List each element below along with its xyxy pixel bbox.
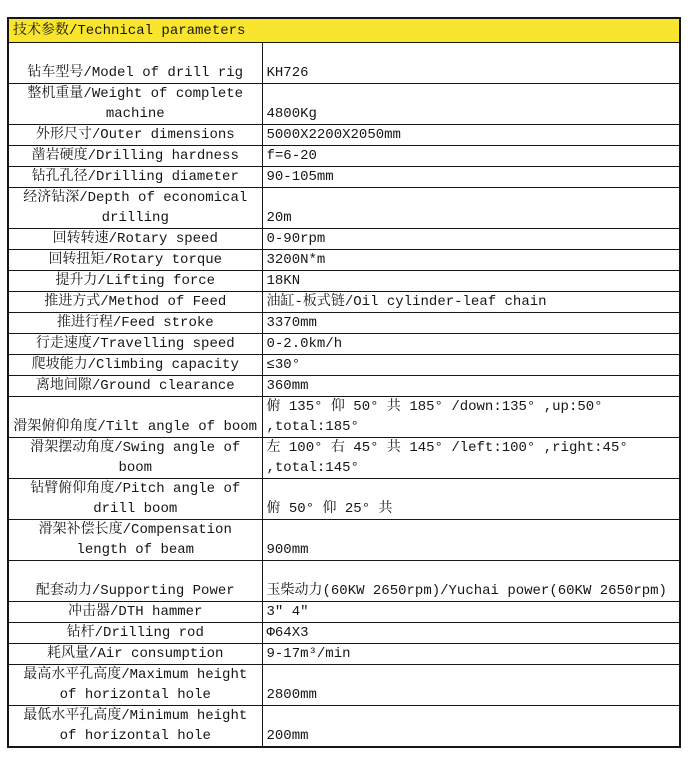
table-body [8, 43, 680, 748]
param-value: 0-2.0km/h [262, 334, 680, 355]
param-value: 2800mm [262, 665, 680, 706]
param-label: 冲击器/DTH hammer [8, 602, 262, 623]
param-value: 0-90rpm [262, 229, 680, 250]
param-value: ≤30° [262, 355, 680, 376]
param-value: 18KN [262, 271, 680, 292]
table-row [8, 376, 680, 397]
param-label: 整机重量/Weight of complete machine [8, 84, 262, 125]
param-value: 3370mm [262, 313, 680, 334]
param-value: 俯 135° 仰 50° 共 185° /down:135° ,up:50° ,total:185° [262, 397, 680, 438]
param-label: 滑架补偿长度/Compensation length of beam [8, 520, 262, 561]
param-value: 俯 50° 仰 25° 共 [262, 479, 680, 520]
table-row [8, 84, 680, 125]
table-row [8, 43, 680, 84]
param-value: 3″ 4″ [262, 602, 680, 623]
table-row [8, 146, 680, 167]
table-row [8, 623, 680, 644]
param-label: 最高水平孔高度/Maximum height of horizontal hole [8, 665, 262, 706]
table-title: 技术参数/Technical parameters [8, 18, 680, 43]
param-value: 200mm [262, 706, 680, 748]
param-label: 滑架俯仰角度/Tilt angle of boom [8, 397, 262, 438]
technical-parameters-table [7, 17, 681, 748]
table-row [8, 520, 680, 561]
param-value: 900mm [262, 520, 680, 561]
param-label: 行走速度/Travelling speed [8, 334, 262, 355]
param-value: KH726 [262, 43, 680, 84]
param-label: 推进行程/Feed stroke [8, 313, 262, 334]
param-label: 配套动力/Supporting Power [8, 561, 262, 602]
table-row [8, 313, 680, 334]
table-row [8, 188, 680, 229]
param-value: 玉柴动力(60KW 2650rpm)/Yuchai power(60KW 2650rpm) [262, 561, 680, 602]
param-value: 4800Kg [262, 84, 680, 125]
param-label: 回转转速/Rotary speed [8, 229, 262, 250]
param-label: 滑架摆动角度/Swing angle of boom [8, 438, 262, 479]
table-row [8, 665, 680, 706]
param-value: 9-17m³/min [262, 644, 680, 665]
table-row [8, 334, 680, 355]
param-value: 油缸-板式链/Oil cylinder-leaf chain [262, 292, 680, 313]
table-row [8, 229, 680, 250]
table-header-row [8, 18, 680, 43]
param-label: 钻杆/Drilling rod [8, 623, 262, 644]
param-label: 凿岩硬度/Drilling hardness [8, 146, 262, 167]
param-label: 回转扭矩/Rotary torque [8, 250, 262, 271]
table-row [8, 644, 680, 665]
table-row [8, 397, 680, 438]
param-label: 经济钻深/Depth of economical drilling [8, 188, 262, 229]
param-label: 最低水平孔高度/Minimum height of horizontal hole [8, 706, 262, 748]
param-value: 20m [262, 188, 680, 229]
table-row [8, 167, 680, 188]
param-value: f=6-20 [262, 146, 680, 167]
param-label: 钻臂俯仰角度/Pitch angle of drill boom [8, 479, 262, 520]
param-label: 推进方式/Method of Feed [8, 292, 262, 313]
param-label: 钻孔孔径/Drilling diameter [8, 167, 262, 188]
table-row [8, 602, 680, 623]
param-value: 左 100° 右 45° 共 145° /left:100° ,right:45° ,total:145° [262, 438, 680, 479]
table-row [8, 250, 680, 271]
param-label: 爬坡能力/Climbing capacity [8, 355, 262, 376]
param-value: 360mm [262, 376, 680, 397]
table-row [8, 706, 680, 748]
param-label: 提升力/Lifting force [8, 271, 262, 292]
param-value: 90-105mm [262, 167, 680, 188]
table-row [8, 292, 680, 313]
param-label: 钻车型号/Model of drill rig [8, 43, 262, 84]
table-row [8, 355, 680, 376]
param-label: 外形尺寸/Outer dimensions [8, 125, 262, 146]
param-label: 耗风量/Air consumption [8, 644, 262, 665]
param-value: Φ64X3 [262, 623, 680, 644]
table-row [8, 479, 680, 520]
table-row [8, 125, 680, 146]
param-value: 5000X2200X2050mm [262, 125, 680, 146]
param-value: 3200N*m [262, 250, 680, 271]
param-label: 离地间隙/Ground clearance [8, 376, 262, 397]
table-row [8, 271, 680, 292]
table-row [8, 438, 680, 479]
table-row [8, 561, 680, 602]
